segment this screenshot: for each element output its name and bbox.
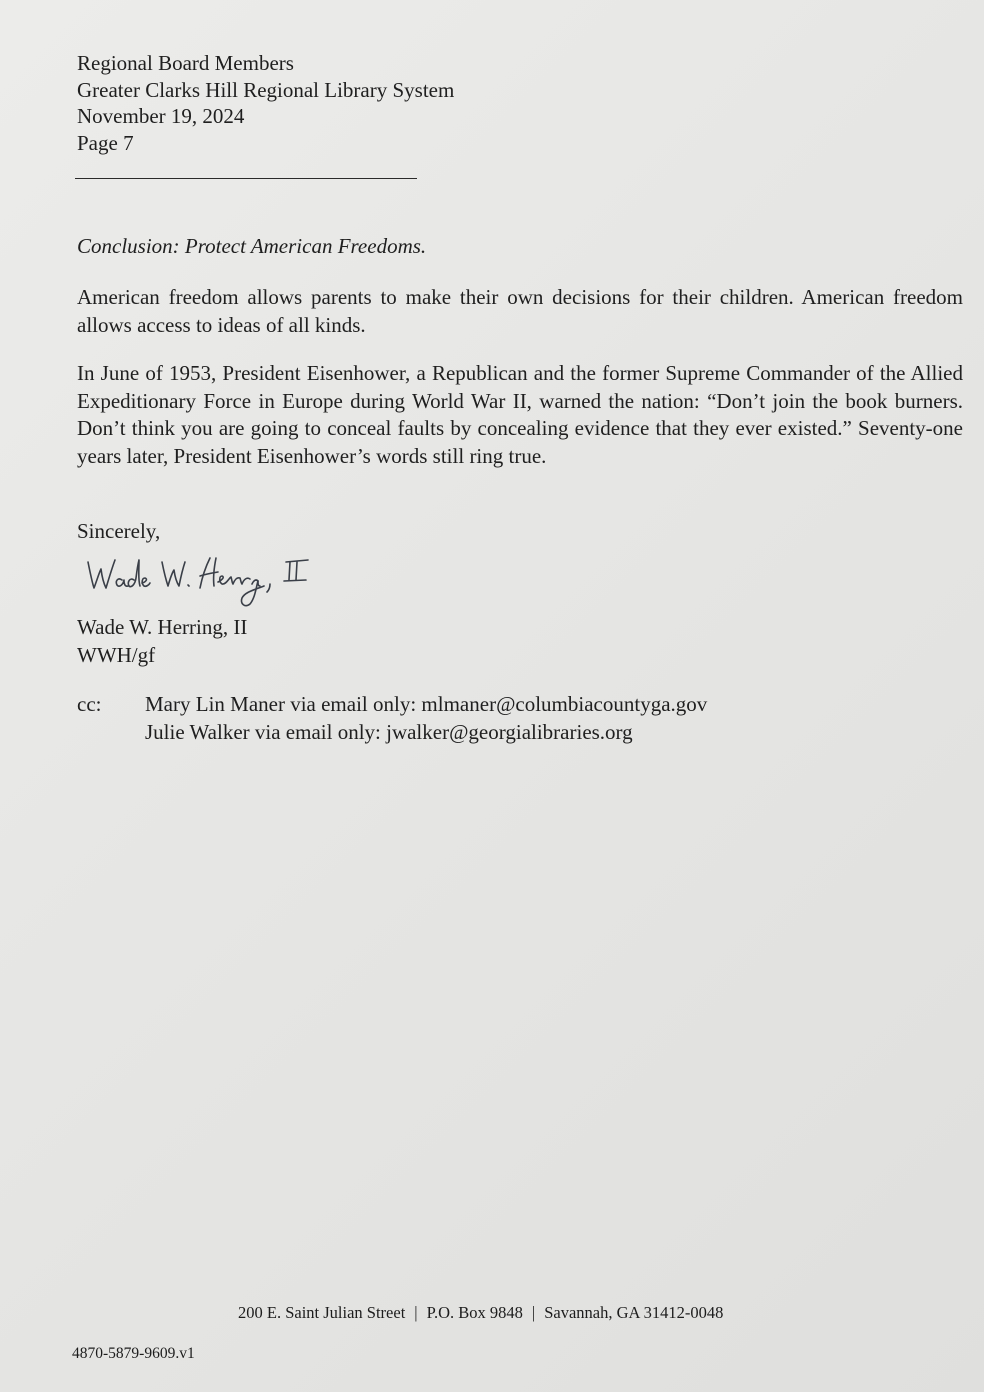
header-page-number: Page 7 — [77, 130, 134, 155]
footer-separator: | — [531, 1303, 536, 1322]
footer-po-box: P.O. Box 9848 — [426, 1303, 523, 1322]
signer-block — [77, 613, 247, 669]
closing-salutation: Sincerely, — [77, 519, 161, 543]
body-paragraph: American freedom allows parents to make their own decisions for their children. American freedom allows access to ideas of all kinds. — [77, 285, 963, 337]
footer-street: 200 E. Saint Julian Street — [238, 1303, 406, 1322]
header-divider — [75, 178, 417, 179]
letter-header — [77, 50, 454, 156]
cc-recipient: Mary Lin Maner via email only: mlmaner@columbiacountyga.gov — [145, 692, 708, 716]
document-id: 4870-5879-9609.v1 — [72, 1345, 195, 1362]
cc-label: cc: — [77, 692, 102, 716]
footer-separator: | — [414, 1303, 418, 1322]
header-organization: Greater Clarks Hill Regional Library System — [77, 77, 455, 102]
header-date: November 19, 2024 — [77, 104, 245, 128]
section-heading: Conclusion: Protect American Freedoms. — [77, 234, 427, 258]
header-recipient: Regional Board Members — [77, 51, 294, 75]
cc-recipient-list — [145, 690, 707, 746]
signer-initials: WWH/gf — [77, 643, 156, 667]
signer-name: Wade W. Herring, II — [77, 615, 248, 639]
body-paragraph: In June of 1953, President Eisenhower, a Republican and the former Supreme Commander of the Allied Expeditionary Force in Europe during World War II, warned the nation: “Don’t join the book burners. Don’t think you are going to conceal faults by concealing evidence that they ever existed.” Seventy-one years later, President Eisenhower’s words still ring true. — [77, 361, 963, 468]
handwritten-signature — [82, 540, 322, 614]
footer-city: Savannah, GA 31412-0048 — [544, 1303, 724, 1322]
cc-recipient: Julie Walker via email only: jwalker@georgialibraries.org — [145, 720, 633, 744]
footer-address — [238, 1303, 723, 1323]
